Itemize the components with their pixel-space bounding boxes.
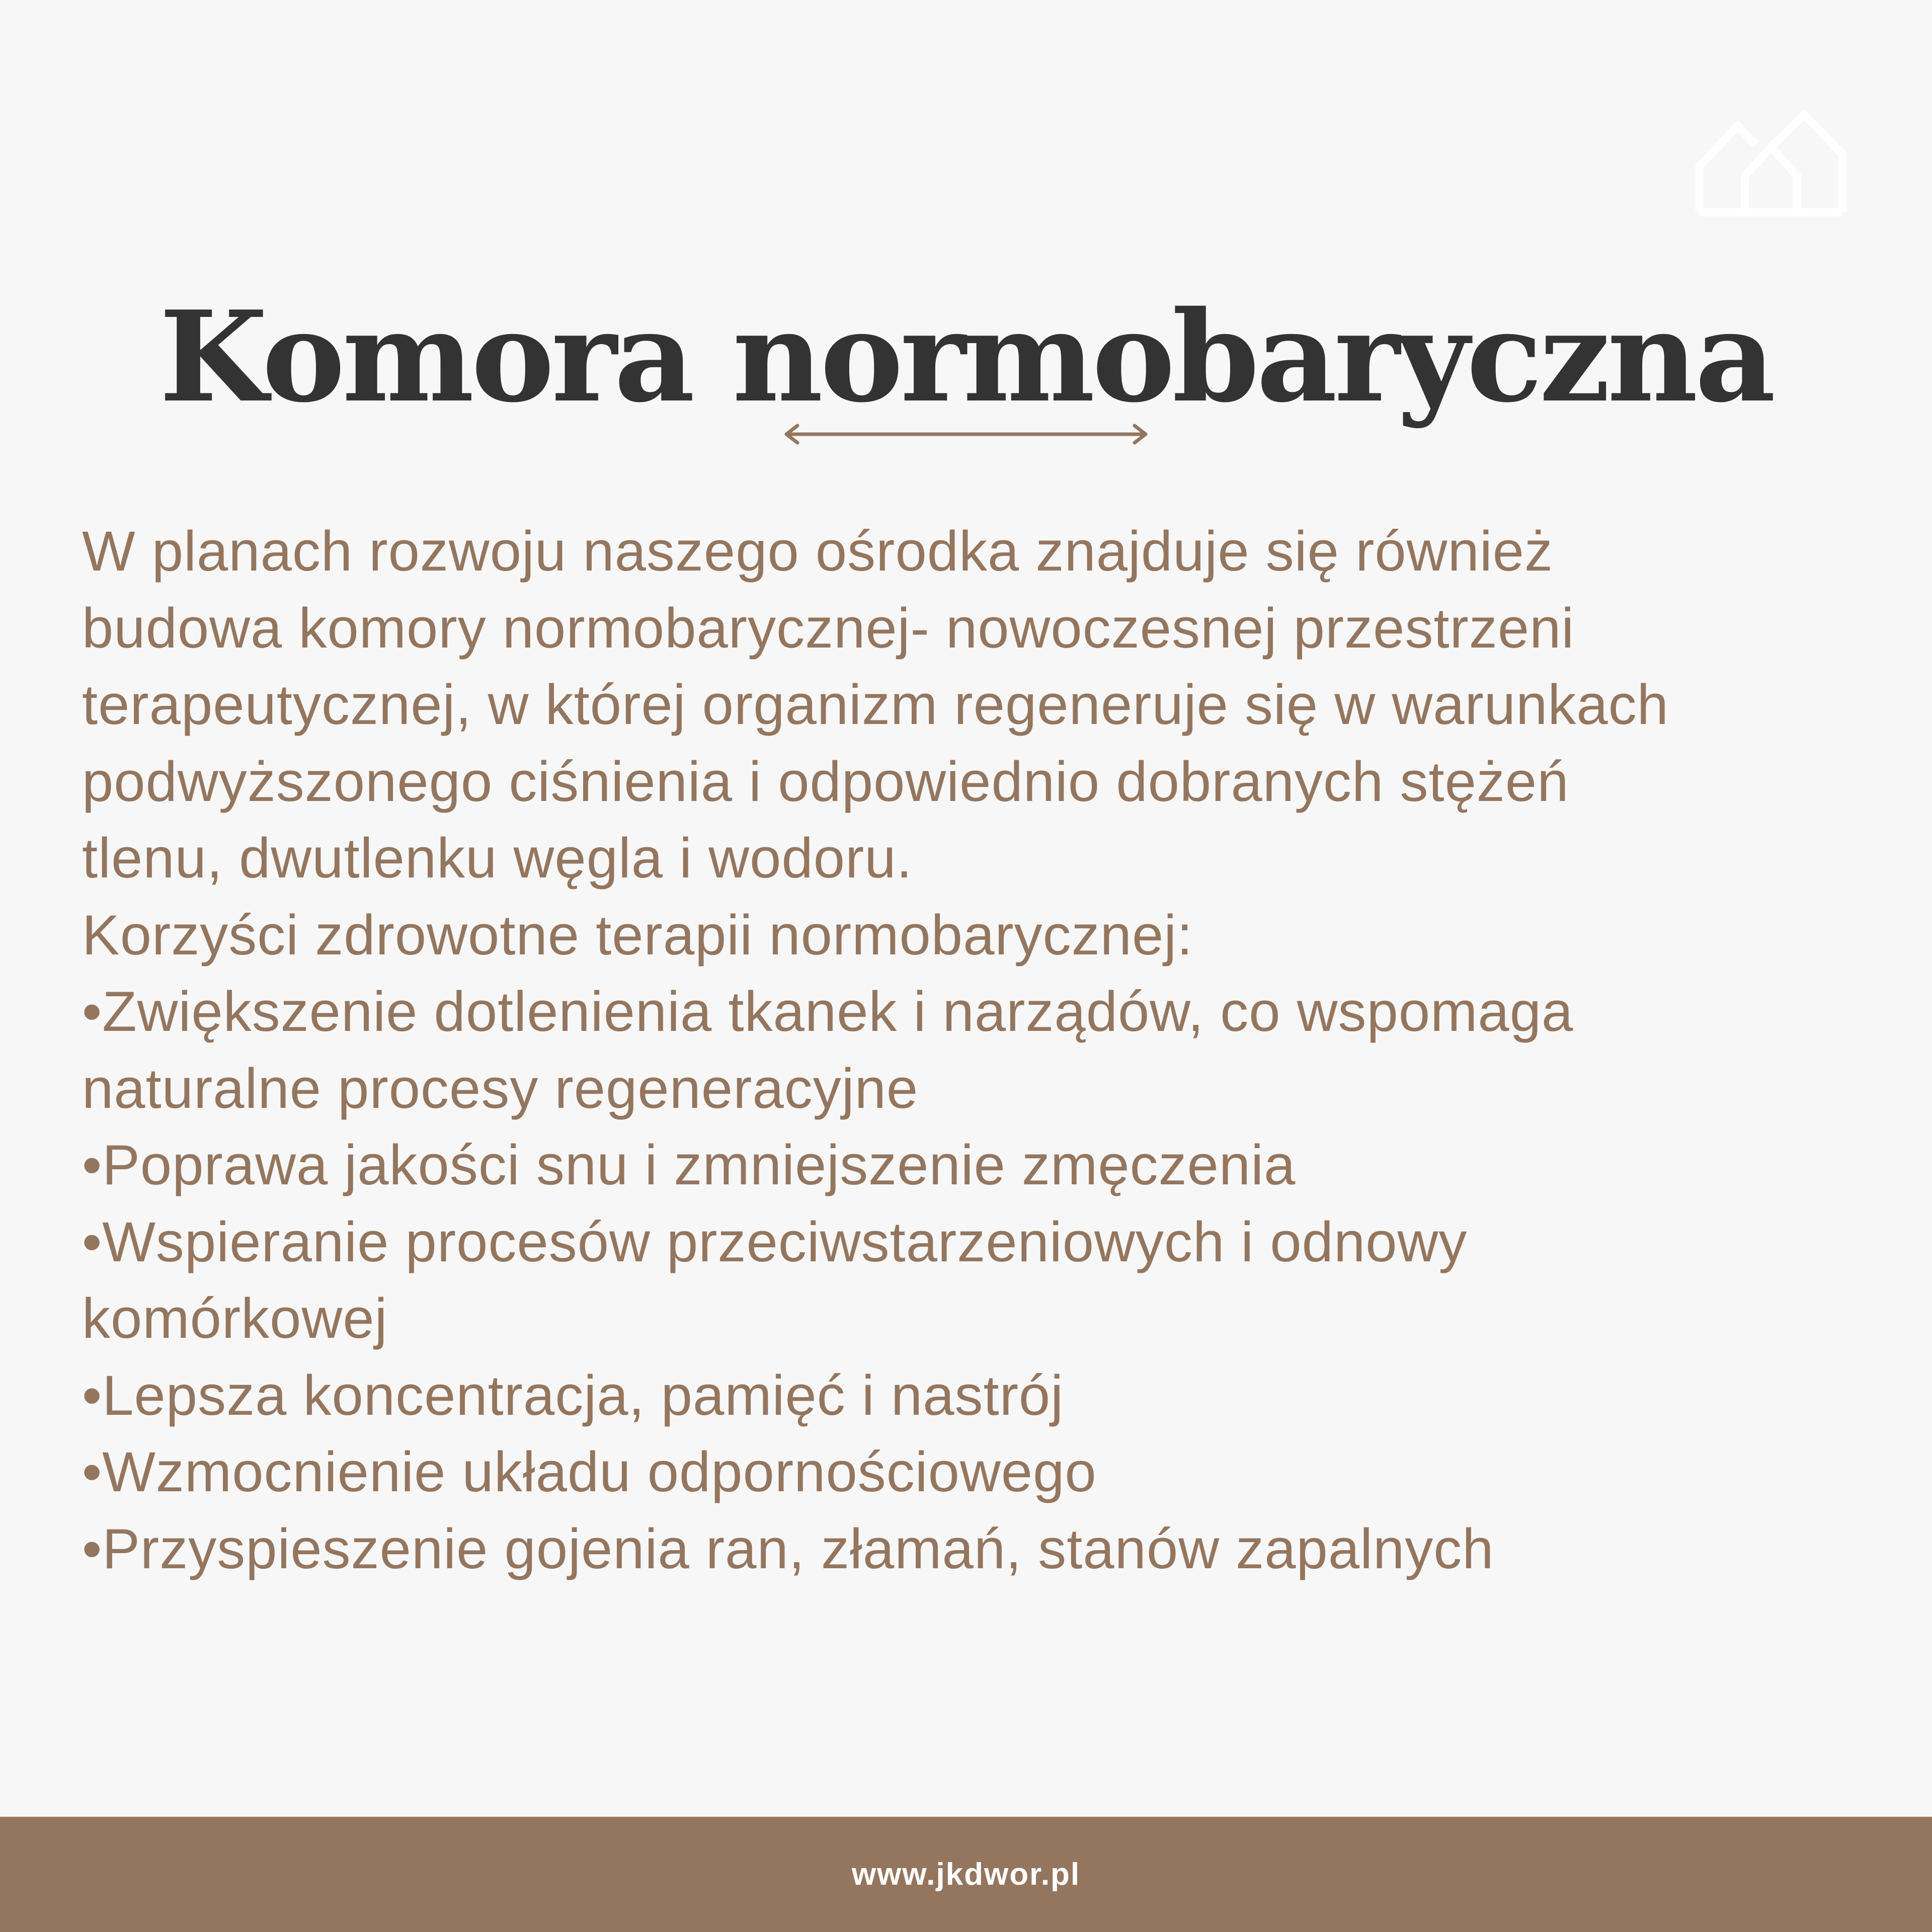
body-text <box>82 513 1903 1587</box>
house-logo-icon <box>1696 111 1846 216</box>
body-line: podwyższonego ciśnienia i odpowiednio dobranych stężeń <box>82 750 1569 813</box>
body-line: W planach rozwoju naszego ośrodka znajduje się również <box>82 520 1553 583</box>
benefit-item: •Wspieranie procesów przeciwstarzeniowych i odnowy <box>82 1210 1468 1273</box>
benefit-item: •Wzmocnienie układu odpornościowego <box>82 1440 1097 1503</box>
benefit-item: •Poprawa jakości snu i zmniejszenie zmęczenia <box>82 1134 1296 1196</box>
body-line: tlenu, dwutlenku węgla i wodoru. <box>82 827 913 890</box>
benefit-item: •Zwiększenie dotlenienia tkanek i narządów, co wspomaga <box>82 980 1574 1043</box>
benefit-item: •Lepsza koncentracja, pamięć i nastrój <box>82 1363 1064 1427</box>
benefits-heading: Korzyści zdrowotne terapii normobarycznej: <box>82 903 1193 967</box>
double-arrow-icon <box>782 422 1150 447</box>
benefit-item: •Przyspieszenie gojenia ran, złamań, stanów zapalnych <box>82 1517 1494 1580</box>
body-line: budowa komory normobarycznej- nowoczesnej przestrzeni <box>82 596 1575 660</box>
double-arrow-divider <box>782 422 1150 447</box>
benefit-item-continued: komórkowej <box>82 1287 388 1350</box>
house-outline-icon <box>1696 111 1846 216</box>
website-link[interactable]: www.jkdwor.pl <box>851 1857 1081 1892</box>
page-title: Komora normobaryczna <box>159 284 1773 430</box>
footer-bar <box>0 1817 1932 1932</box>
body-line: terapeutycznej, w której organizm regeneruje się w warunkach <box>82 673 1669 736</box>
benefit-item-continued: naturalne procesy regeneracyjne <box>82 1057 919 1120</box>
